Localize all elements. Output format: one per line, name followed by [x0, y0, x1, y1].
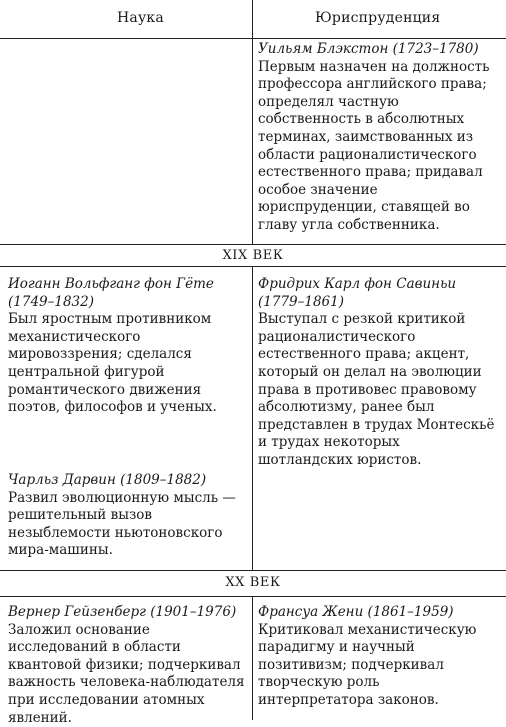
entry-text: Был яростным противником механистического мировоззрения; сделался центральной фигурой романтического движения поэтов, философов и ученых.	[8, 311, 217, 416]
entry-text: Первым назначен на должность профессора английского права; определял частную собственность в абсолютных терминах, заимствованных из области рационалистического естественного права; придавал особое значение юриспруденции, ставящей во главу угла собственника.	[258, 58, 490, 233]
header-law: Юриспруденция	[315, 10, 441, 26]
entry-savigny	[258, 276, 498, 470]
century-heading-xix: XIX ВЕК	[222, 248, 284, 263]
section-divider	[0, 570, 506, 571]
section-divider	[0, 244, 506, 245]
entry-heisenberg	[8, 604, 246, 727]
entry-darwin	[8, 472, 246, 560]
entry-text: Выступал с резкой критикой рационалистического естественного права; акцент, который он делал на эволюции права в противовес правовому абсолютизму, ранее был представлен в трудах Монтескьё и трудах некоторых шотландских юристов.	[258, 311, 495, 468]
entry-text: Развил эволюционную мысль — решительный вызов незыблемости ньютоновского мира-машины.	[8, 489, 236, 559]
section-divider	[0, 596, 506, 597]
entry-text: Критиковал механистическую парадигму и научный позитивизм; подчеркивал творческую роль интерпретатора законов.	[258, 621, 477, 708]
entry-name: Вернер Гейзенберг (1901–1976)	[8, 604, 237, 620]
section-divider	[0, 266, 506, 267]
entry-name: Чарльз Дарвин (1809–1882)	[8, 472, 207, 488]
entry-name: Иоганн Вольфганг фон Гёте (1749–1832)	[8, 276, 214, 310]
column-divider	[252, 0, 253, 244]
entry-name: Фридрих Карл фон Савиньи (1779–1861)	[258, 276, 457, 310]
column-divider	[252, 266, 253, 570]
table-header	[0, 0, 506, 39]
header-science: Наука	[117, 10, 164, 26]
entry-name: Франсуа Жени (1861–1959)	[258, 604, 454, 620]
entry-blackstone	[258, 41, 498, 235]
entry-name: Уильям Блэкстон (1723–1780)	[258, 41, 479, 57]
column-divider	[252, 596, 253, 720]
entry-text: Заложил основание исследований в области квантовой физики; подчеркивал важность человека-наблюдателя при исследовании атомных явлений.	[8, 621, 245, 726]
century-heading-xx: XX ВЕК	[225, 575, 281, 590]
entry-geny	[258, 604, 498, 710]
entry-goethe	[8, 276, 246, 417]
